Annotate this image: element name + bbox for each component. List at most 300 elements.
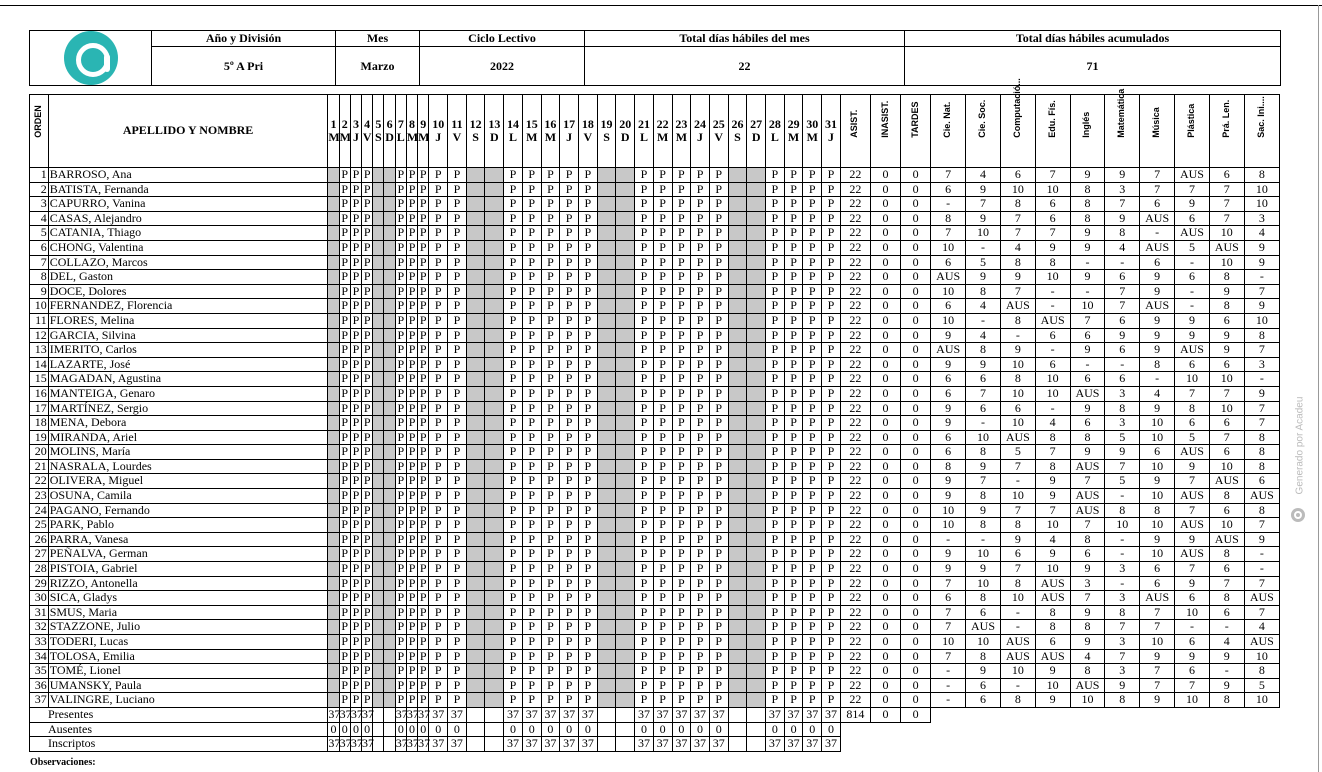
attendance-cell: P [672, 357, 691, 372]
attendance-cell: P [522, 182, 541, 197]
stat-cell: 22 [840, 430, 870, 445]
stat-cell: 0 [870, 284, 900, 299]
order-cell: 25 [30, 518, 49, 533]
student-row [30, 591, 1280, 606]
attendance-cell: P [578, 386, 597, 401]
student-row [30, 576, 1280, 591]
acadeu-watermark-icon [1291, 508, 1305, 522]
summary-weekend-cell [384, 707, 395, 722]
student-name-cell: PAGANO, Fernando [48, 503, 328, 518]
grade-cell: 7 [1175, 386, 1210, 401]
day-weekday: S [375, 130, 382, 144]
attendance-cell [485, 211, 504, 226]
attendance-cell: P [541, 313, 560, 328]
grade-cell: 8 [1209, 693, 1244, 708]
attendance-cell: P [822, 459, 841, 474]
attendance-cell: P [429, 328, 448, 343]
grade-cell: 8 [1244, 328, 1279, 343]
attendance-cell [384, 489, 395, 504]
attendance-cell: P [691, 591, 710, 606]
summary-empty-cell [840, 722, 870, 737]
attendance-cell [373, 299, 384, 314]
attendance-cell: P [418, 664, 429, 679]
attendance-cell [485, 562, 504, 577]
summary-empty-cell [1140, 707, 1175, 722]
attendance-cell: P [541, 562, 560, 577]
attendance-cell: P [522, 518, 541, 533]
attendance-cell: P [395, 386, 406, 401]
attendance-cell [728, 416, 747, 431]
grade-cell: 10 [1000, 357, 1035, 372]
attendance-cell: P [560, 649, 579, 664]
summary-day-cell: 37 [766, 737, 785, 752]
attendance-cell: P [448, 635, 467, 650]
attendance-cell: P [784, 284, 803, 299]
attendance-cell [466, 474, 485, 489]
attendance-cell: P [766, 270, 785, 285]
day-header [395, 95, 406, 168]
grade-cell: 3 [1105, 664, 1140, 679]
stat-cell: 0 [870, 313, 900, 328]
grade-cell: - [1035, 299, 1070, 314]
order-cell: 14 [30, 357, 49, 372]
attendance-cell: P [429, 182, 448, 197]
student-name-cell: VALINGRE, Luciano [48, 693, 328, 708]
attendance-cell: P [635, 270, 654, 285]
attendance-cell: P [653, 372, 672, 387]
attendance-cell: P [635, 197, 654, 212]
grade-cell: - [1035, 343, 1070, 358]
stat-cell: 0 [870, 664, 900, 679]
grade-cell: 10 [1000, 182, 1035, 197]
summary-day-cell: 37 [635, 707, 654, 722]
attendance-cell: P [418, 547, 429, 562]
attendance-cell: P [418, 605, 429, 620]
attendance-cell: P [653, 226, 672, 241]
attendance-cell: P [541, 357, 560, 372]
day-header [429, 95, 448, 168]
grade-cell: 6 [931, 386, 966, 401]
grade-cell: 7 [966, 386, 1001, 401]
attendance-cell: P [406, 693, 417, 708]
attendance-cell [328, 372, 339, 387]
year-division-value: 5º A Pri [152, 47, 336, 86]
attendance-cell [597, 416, 616, 431]
summary-day-cell: 37 [504, 707, 523, 722]
attendance-cell: P [429, 620, 448, 635]
attendance-cell [597, 430, 616, 445]
summary-day-cell: 0 [328, 722, 339, 737]
attendance-cell [373, 532, 384, 547]
stat-cell: 0 [901, 635, 931, 650]
grade-cell: 8 [1244, 459, 1279, 474]
attendance-cell: P [350, 649, 361, 664]
day-number: 5 [375, 117, 382, 131]
day-number: 31 [824, 117, 837, 131]
attendance-cell: P [541, 459, 560, 474]
attendance-cell: P [339, 459, 350, 474]
attendance-cell [466, 401, 485, 416]
grade-cell: 7 [1140, 620, 1175, 635]
summary-weekend-cell [616, 737, 635, 752]
day-header [350, 95, 361, 168]
attendance-cell [747, 664, 766, 679]
grade-cell: 9 [1035, 489, 1070, 504]
grade-cell: 6 [1209, 445, 1244, 460]
attendance-cell: P [672, 576, 691, 591]
attendance-cell: P [350, 270, 361, 285]
attendance-cell [728, 503, 747, 518]
attendance-cell: P [803, 459, 822, 474]
student-name-cell: STAZZONE, Julio [48, 620, 328, 635]
attendance-cell: P [362, 386, 373, 401]
attendance-cell: P [784, 649, 803, 664]
attendance-cell [466, 562, 485, 577]
attendance-cell: P [709, 474, 728, 489]
grade-cell: 6 [1035, 635, 1070, 650]
day-header [597, 95, 616, 168]
grade-cell: 6 [1140, 576, 1175, 591]
grade-cell: 9 [1140, 649, 1175, 664]
attendance-cell: P [766, 328, 785, 343]
grade-cell: 6 [1209, 605, 1244, 620]
summary-day-cell: 37 [709, 737, 728, 752]
student-row [30, 693, 1280, 708]
attendance-cell: P [362, 489, 373, 504]
attendance-cell: P [803, 182, 822, 197]
attendance-cell: P [339, 591, 350, 606]
attendance-cell: P [672, 532, 691, 547]
grade-cell: 10 [1000, 386, 1035, 401]
grade-cell: - [1035, 401, 1070, 416]
attendance-cell [384, 532, 395, 547]
grade-cell: 4 [1035, 416, 1070, 431]
attendance-cell [328, 226, 339, 241]
attendance-cell: P [691, 664, 710, 679]
attendance-cell: P [362, 649, 373, 664]
attendance-cell [328, 649, 339, 664]
grade-cell: 7 [1000, 459, 1035, 474]
summary-weekend-cell [466, 707, 485, 722]
attendance-cell: P [653, 503, 672, 518]
day-header [373, 95, 384, 168]
student-name-cell: CHONG, Valentina [48, 240, 328, 255]
attendance-cell [616, 664, 635, 679]
attendance-cell: P [541, 240, 560, 255]
day-number: 8 [409, 117, 416, 131]
summary-label: Inscriptos [30, 737, 328, 752]
attendance-cell: P [429, 284, 448, 299]
attendance-cell: P [578, 328, 597, 343]
grade-cell: AUS [931, 270, 966, 285]
attendance-cell: P [803, 284, 822, 299]
grade-cell: 6 [1140, 562, 1175, 577]
attendance-cell: P [822, 693, 841, 708]
attendance-cell: P [362, 474, 373, 489]
attendance-cell [384, 372, 395, 387]
attendance-cell: P [541, 328, 560, 343]
attendance-cell: P [350, 591, 361, 606]
attendance-cell [597, 576, 616, 591]
day-weekday: D [385, 130, 394, 144]
grade-cell: 6 [931, 430, 966, 445]
attendance-cell: P [766, 226, 785, 241]
summary-weekend-cell [373, 737, 384, 752]
attendance-cell [616, 430, 635, 445]
grade-cell: 6 [1140, 197, 1175, 212]
attendance-cell: P [350, 240, 361, 255]
attendance-cell: P [339, 576, 350, 591]
summary-weekend-cell [384, 722, 395, 737]
attendance-cell: P [635, 693, 654, 708]
attendance-cell [466, 197, 485, 212]
stat-cell: 0 [870, 226, 900, 241]
summary-row-presentes [30, 707, 1280, 722]
attendance-cell: P [709, 459, 728, 474]
attendance-cell: P [822, 270, 841, 285]
grade-cell: 8 [1000, 576, 1035, 591]
order-cell: 36 [30, 678, 49, 693]
attendance-cell: P [709, 386, 728, 401]
student-row [30, 313, 1280, 328]
attendance-cell: P [339, 226, 350, 241]
attendance-cell: P [522, 299, 541, 314]
attendance-cell: P [653, 620, 672, 635]
order-header [30, 95, 49, 168]
student-row [30, 547, 1280, 562]
attendance-cell: P [653, 168, 672, 183]
stat-cell: 0 [870, 576, 900, 591]
grade-cell: AUS [1175, 489, 1210, 504]
summary-empty-cell [966, 707, 1001, 722]
attendance-cell: P [541, 503, 560, 518]
attendance-cell [616, 270, 635, 285]
grade-cell: - [1175, 255, 1210, 270]
summary-weekend-cell [747, 722, 766, 737]
attendance-cell: P [362, 664, 373, 679]
grade-cell: 7 [1105, 284, 1140, 299]
attendance-cell: P [339, 168, 350, 183]
attendance-cell [466, 168, 485, 183]
attendance-cell: P [691, 562, 710, 577]
stat-cell: 0 [870, 255, 900, 270]
attendance-cell: P [504, 357, 523, 372]
attendance-cell [597, 386, 616, 401]
total-days-accum-label: Total días hábiles acumulados [905, 31, 1281, 47]
attendance-cell [373, 372, 384, 387]
attendance-cell: P [803, 299, 822, 314]
attendance-cell: P [672, 620, 691, 635]
attendance-cell: P [672, 518, 691, 533]
attendance-cell: P [350, 503, 361, 518]
attendance-cell [373, 197, 384, 212]
day-number: 15 [525, 117, 538, 131]
attendance-cell [747, 532, 766, 547]
attendance-cell [747, 182, 766, 197]
attendance-cell [747, 328, 766, 343]
attendance-cell [485, 182, 504, 197]
attendance-cell: P [541, 605, 560, 620]
attendance-cell: P [418, 386, 429, 401]
attendance-cell: P [822, 678, 841, 693]
attendance-cell: P [560, 182, 579, 197]
grade-cell: 10 [1000, 591, 1035, 606]
stat-cell: 0 [870, 459, 900, 474]
attendance-cell: P [522, 416, 541, 431]
attendance-cell: P [691, 313, 710, 328]
school-year-value: 2022 [420, 47, 585, 86]
grade-cell: 9 [1000, 343, 1035, 358]
attendance-cell: P [578, 459, 597, 474]
summary-day-cell: 37 [803, 737, 822, 752]
stat-cell: 22 [840, 313, 870, 328]
student-row [30, 284, 1280, 299]
student-row [30, 503, 1280, 518]
attendance-cell: P [448, 372, 467, 387]
stat-cell: 22 [840, 649, 870, 664]
grade-cell: 8 [1105, 503, 1140, 518]
summary-weekend-cell [747, 737, 766, 752]
attendance-cell: P [784, 445, 803, 460]
summary-weekend-cell [597, 707, 616, 722]
grade-cell: 10 [1035, 678, 1070, 693]
student-row [30, 211, 1280, 226]
attendance-cell: P [578, 284, 597, 299]
attendance-cell: P [578, 693, 597, 708]
grade-cell: 4 [966, 168, 1001, 183]
attendance-cell: P [822, 240, 841, 255]
day-header [522, 95, 541, 168]
attendance-cell: P [691, 518, 710, 533]
attendance-cell: P [691, 357, 710, 372]
attendance-cell: P [635, 459, 654, 474]
attendance-cell: P [406, 401, 417, 416]
grade-cell: 5 [1105, 430, 1140, 445]
attendance-cell: P [822, 211, 841, 226]
attendance-cell: P [350, 576, 361, 591]
summary-empty-cell [1175, 722, 1210, 737]
attendance-cell: P [578, 576, 597, 591]
attendance-cell: P [362, 416, 373, 431]
attendance-cell [616, 591, 635, 606]
attendance-cell: P [672, 211, 691, 226]
attendance-cell: P [766, 678, 785, 693]
attendance-cell [373, 270, 384, 285]
summary-weekend-cell [728, 722, 747, 737]
attendance-cell [747, 313, 766, 328]
stat-cell: 22 [840, 299, 870, 314]
grade-cell: 9 [1175, 649, 1210, 664]
attendance-cell [384, 197, 395, 212]
attendance-cell [328, 474, 339, 489]
grade-cell: 10 [1244, 313, 1279, 328]
attendance-cell: P [653, 313, 672, 328]
attendance-cell [485, 620, 504, 635]
attendance-cell: P [395, 445, 406, 460]
grade-cell: - [931, 197, 966, 212]
attendance-cell: P [418, 459, 429, 474]
grade-cell: - [1244, 547, 1279, 562]
grade-cell: AUS [1140, 299, 1175, 314]
student-name-cell: CASAS, Alejandro [48, 211, 328, 226]
attendance-cell: P [429, 226, 448, 241]
attendance-cell [373, 620, 384, 635]
stat-cell: 22 [840, 635, 870, 650]
attendance-cell: P [784, 211, 803, 226]
student-row [30, 343, 1280, 358]
attendance-cell: P [672, 591, 691, 606]
grade-cell: 10 [931, 518, 966, 533]
attendance-cell: P [448, 343, 467, 358]
attendance-cell: P [406, 372, 417, 387]
student-name-cell: PARK, Pablo [48, 518, 328, 533]
grade-cell: 8 [966, 649, 1001, 664]
day-header [362, 95, 373, 168]
stat-cell: 22 [840, 474, 870, 489]
grade-cell: 3 [1105, 562, 1140, 577]
day-weekday: M [675, 130, 688, 144]
attendance-cell: P [766, 168, 785, 183]
grade-cell: 9 [1070, 562, 1105, 577]
attendance-cell: P [522, 168, 541, 183]
grade-cell: 7 [1244, 605, 1279, 620]
attendance-cell: P [635, 605, 654, 620]
grade-cell: 9 [966, 503, 1001, 518]
attendance-cell: P [766, 620, 785, 635]
grade-cell: 8 [966, 489, 1001, 504]
attendance-cell [616, 547, 635, 562]
attendance-cell: P [766, 503, 785, 518]
attendance-cell: P [541, 649, 560, 664]
grade-cell: 3 [1244, 211, 1279, 226]
attendance-cell: P [784, 430, 803, 445]
attendance-cell: P [504, 620, 523, 635]
stat-cell: 0 [901, 386, 931, 401]
attendance-cell: P [448, 240, 467, 255]
student-row [30, 635, 1280, 650]
grade-cell: 6 [1175, 664, 1210, 679]
attendance-cell: P [578, 372, 597, 387]
grade-cell: 6 [1070, 328, 1105, 343]
attendance-cell: P [350, 489, 361, 504]
grade-cell: AUS [1000, 299, 1035, 314]
attendance-cell: P [522, 605, 541, 620]
summary-day-cell: 37 [350, 706, 363, 721]
grade-cell: 10 [931, 635, 966, 650]
summary-stat-cell: 0 [870, 707, 900, 722]
grade-cell: 7 [1175, 474, 1210, 489]
grade-cell: 9 [1209, 343, 1244, 358]
attendance-cell: P [395, 211, 406, 226]
attendance-cell: P [448, 211, 467, 226]
attendance-cell [466, 459, 485, 474]
attendance-cell: P [418, 240, 429, 255]
attendance-cell: P [418, 197, 429, 212]
attendance-cell [616, 211, 635, 226]
attendance-cell: P [429, 313, 448, 328]
stat-cell: 0 [901, 430, 931, 445]
stat-cell: 0 [870, 168, 900, 183]
attendance-cell: P [339, 211, 350, 226]
grade-cell: 9 [966, 562, 1001, 577]
stat-cell: 22 [840, 168, 870, 183]
student-row [30, 240, 1280, 255]
stat-cell: 22 [840, 678, 870, 693]
attendance-cell: P [709, 255, 728, 270]
attendance-cell: P [578, 635, 597, 650]
attendance-cell: P [784, 401, 803, 416]
attendance-cell: P [350, 430, 361, 445]
